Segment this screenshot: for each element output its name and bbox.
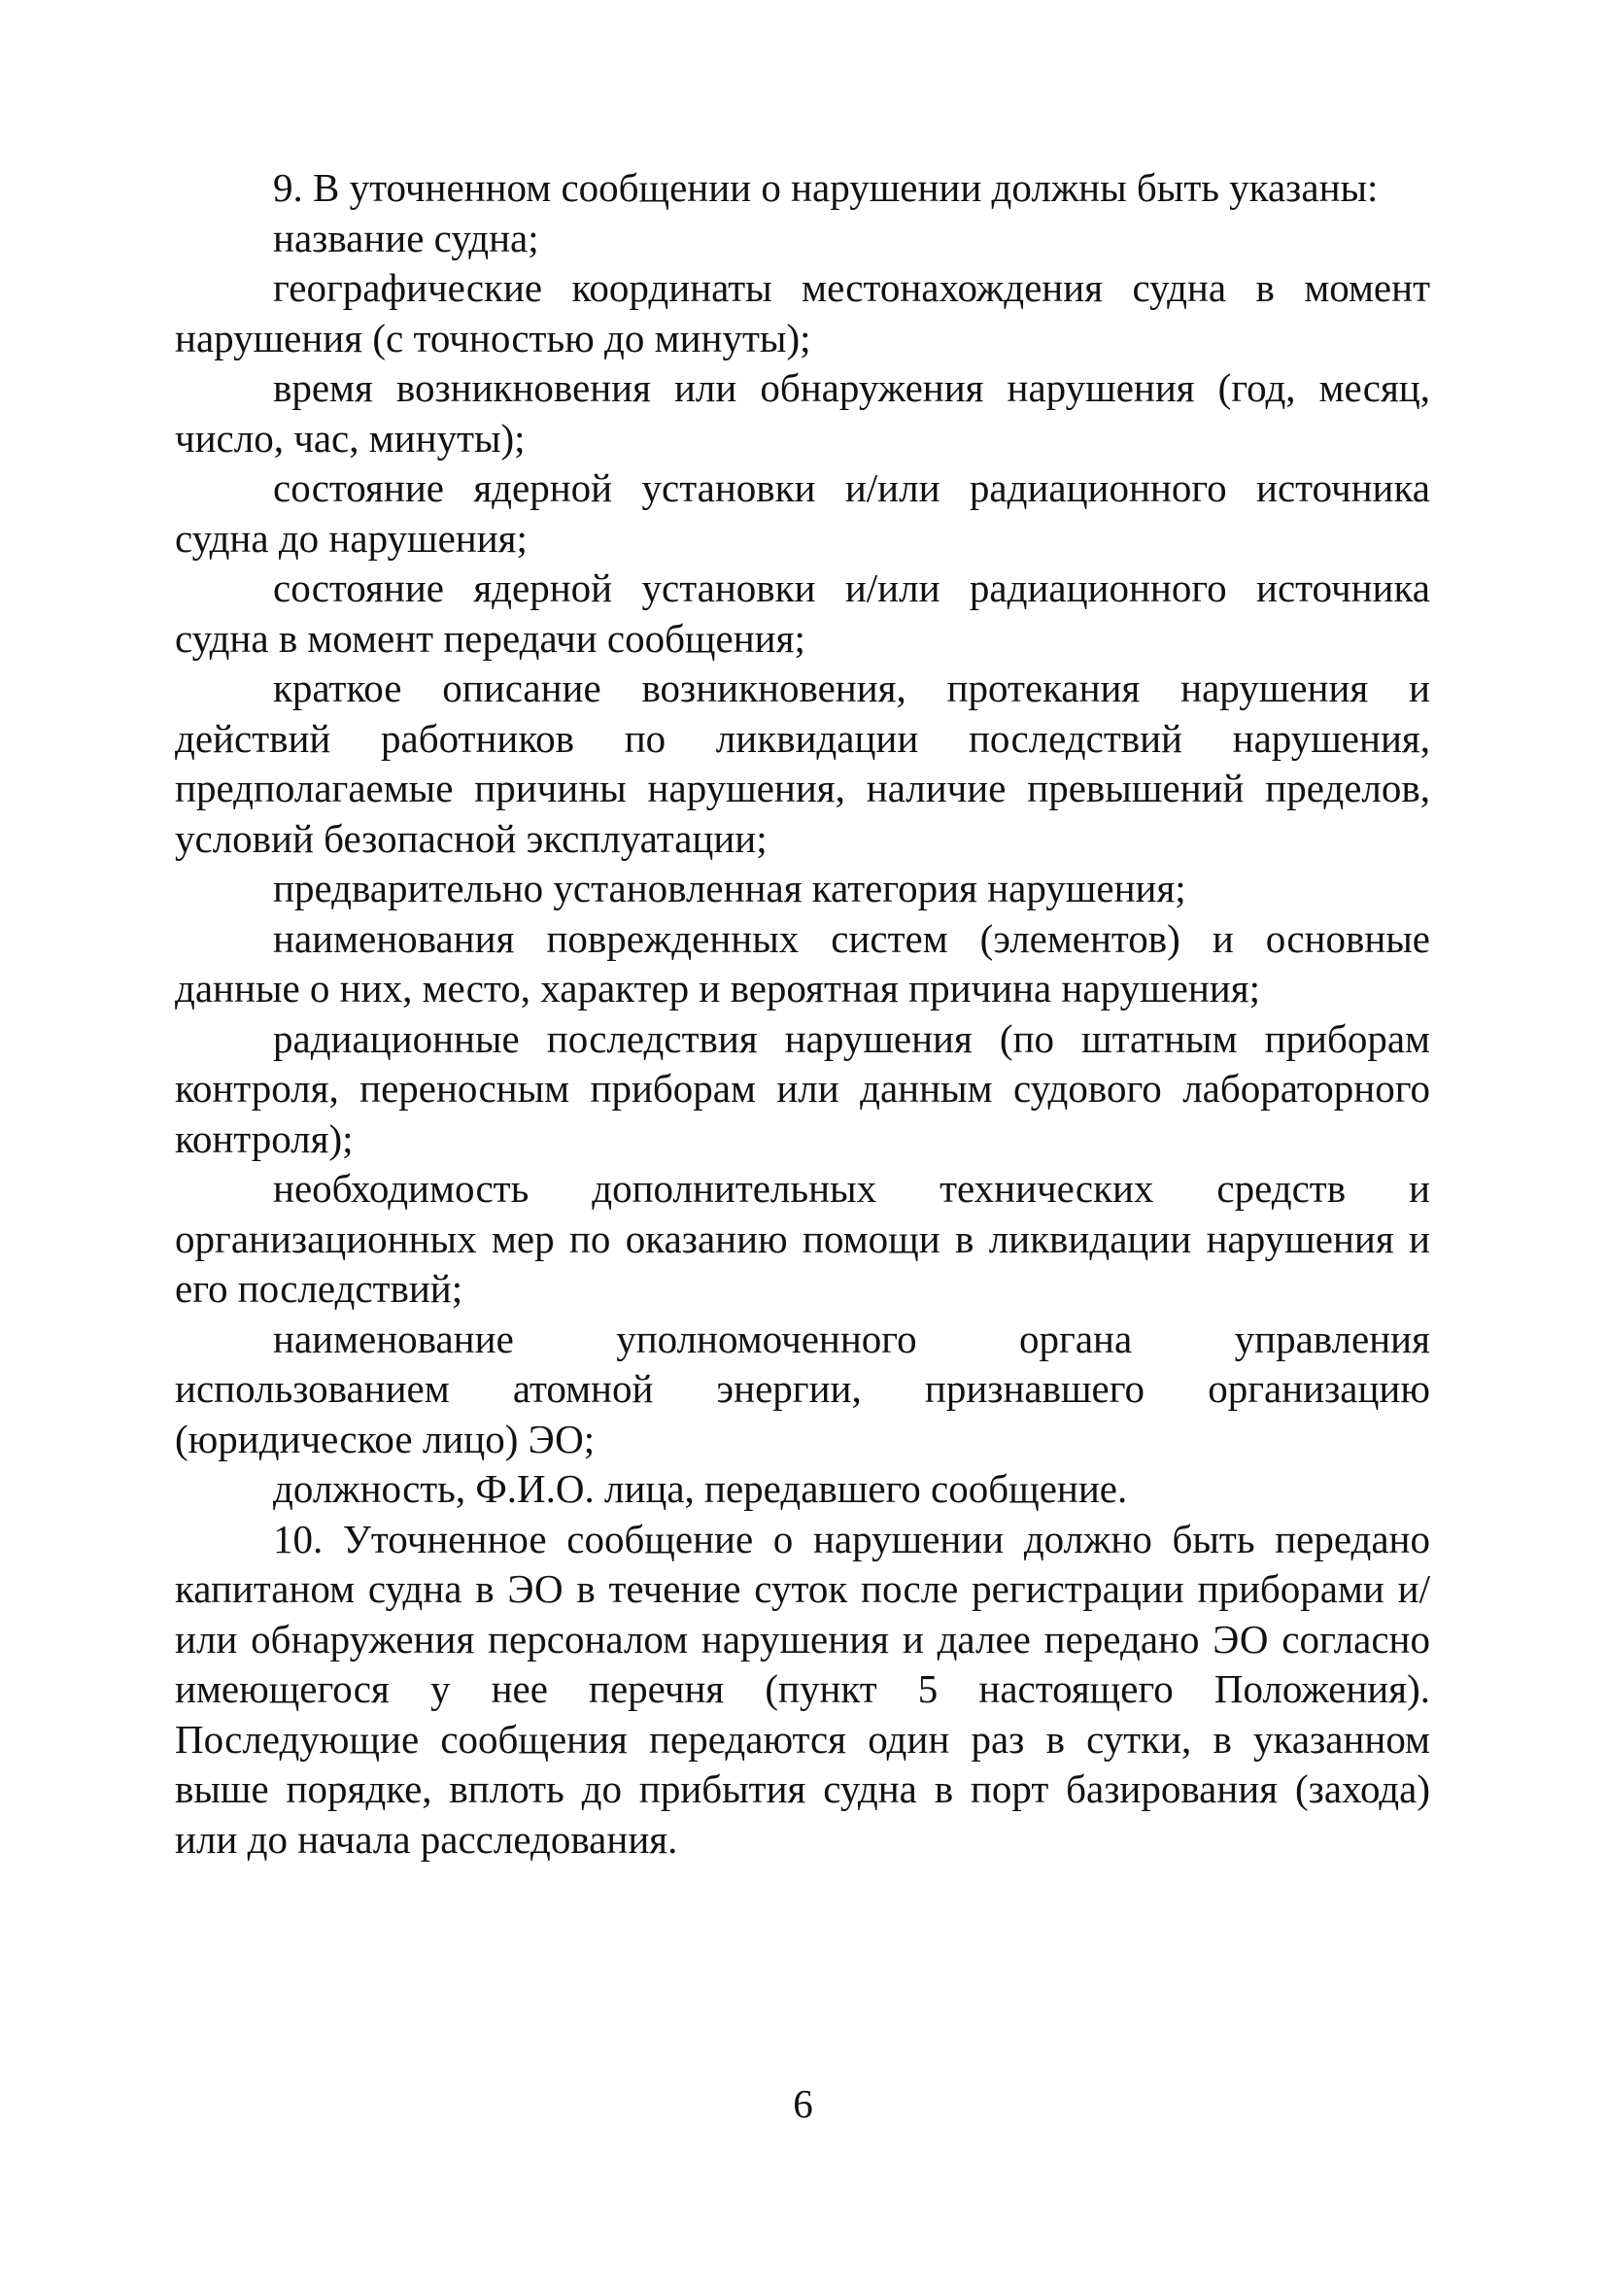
paragraph-10: 10. Уточненное сообщение о нарушении должно быть передано капитаном судна в ЭО в течение суток после регистрации приборами и/или обнаружения персоналом нарушения и далее передано ЭО согласно имеющегося у нее перечня (пункт 5 настоящего Положения). Последующие сообщения передаются один раз в сутки, в указанном выше порядке, вплоть до прибытия судна в порт базирования (захода) или до начала расследования. [175, 1516, 1430, 1862]
list-item-description: краткое описание возникновения, протекания нарушения и действий работников по ликвидации последствий нарушения, предполагаемые причины нарушения, наличие превышений пределов, условий безопасной эксплуатации; [175, 666, 1430, 861]
list-item-damaged-systems: наименования поврежденных систем (элементов) и основные данные о них, место, характер и вероятная причина нарушения; [175, 915, 1430, 1011]
list-item-state-at-report: состояние ядерной установки и/или радиационного источника судна в момент передачи сообщения; [175, 565, 1430, 661]
list-item-additional-means: необходимость дополнительных технических средств и организационных мер по оказанию помощи в ликвидации нарушения и его последствий; [175, 1166, 1430, 1311]
paragraph-9-intro: 9. В уточненном сообщении о нарушении должны быть указаны: [273, 165, 1379, 210]
list-item-radiation-consequences: радиационные последствия нарушения (по штатным приборам контроля, переносным приборам или данным судового лабораторного контроля); [175, 1015, 1430, 1161]
page-number: 6 [793, 2081, 813, 2126]
list-item-authority: наименование уполномоченного органа управления использованием атомной энергии, признавшего организацию (юридическое лицо) ЭО; [175, 1316, 1430, 1461]
list-item-coordinates: географические координаты местонахождения судна в момент нарушения (с точностью до минуты); [175, 265, 1430, 360]
list-item-category: предварительно установленная категория нарушения; [273, 866, 1186, 910]
list-item-state-before: состояние ядерной установки и/или радиационного источника судна до нарушения; [175, 465, 1430, 561]
list-item-sender: должность, Ф.И.О. лица, передавшего сообщение. [273, 1466, 1128, 1511]
document-body [175, 163, 1430, 1865]
list-item-time: время возникновения или обнаружения нарушения (год, месяц, число, час, минуты); [175, 365, 1430, 461]
list-item-vessel-name: название судна; [273, 215, 539, 260]
